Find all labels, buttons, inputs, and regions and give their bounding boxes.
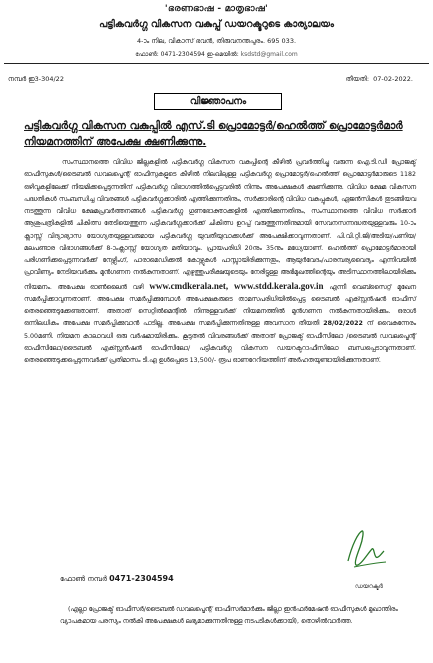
notification-body bbox=[24, 157, 416, 367]
signatory-title: ഡയറക്ടർ bbox=[355, 583, 383, 590]
header-divider bbox=[4, 63, 429, 64]
contact-number: 0471-2304594 bbox=[109, 574, 174, 583]
body-part-3: ന് വൈകുന്നേരം 5.00മണി. നിയമന കാലാവധി ഒരു വർഷമായിരിക്കും. കൂടുതൽ വിവരങ്ങൾക്ക് അതാത് പ്രോജക്ട് ഓഫീസിലോ /ട്രൈബൽ ഡവലപ്മെന്റ് ഓഫീസിലോ/ട്രൈബൽ എക്സ്റ്റൻഷൻ ഓഫീസിലോ/ പട്ടികവർഗ്ഗ വികസന ഡയറക്ടറാഫീസിലോ ബന്ധപ്പെടാവുന്നതാണ്. തെരഞ്ഞെടുക്കപ്പെടുന്നവർക്ക് പ്രതിമാസം ടി.എ ഉൾപ്പെടെ 13,500/- രൂപ ഓണറേറിയത്തിന് അർഹതയുണ്ടായിരിക്കുന്നതാണ്. bbox=[24, 320, 416, 364]
distribution-note: (എല്ലാ പ്രോജക്ട് ഓഫീസർ/ട്രൈബൽ ഡവലപ്മെന്റ് ഓഫീസർമാർക്കും ജില്ലാ ഇൻഫർമേഷൻ ഓഫീസുകൾ മുഖാന്തിരം വ്യാപകമായ പരസ്യം നൽകി അപേക്ഷകൾ ലഭ്യമാക്കുന്നതിനുള്ള നടപടികൾക്കായി), തൊഴിൽവാർത്ത. bbox=[60, 606, 398, 625]
motto: 'ഭരണഭാഷ - മാതൃഭാഷ' bbox=[164, 4, 269, 14]
department-name: പട്ടികവർഗ്ഗ വികസന വകുപ്പ് ഡയറക്ടറുടെ കാര്യാലയം bbox=[99, 19, 334, 30]
office-address: 4-ാം നില, വികാസ് ഭവൻ, തിരുവനന്തപുരം. 695 033. bbox=[136, 37, 297, 45]
date-value: 07-02-2022. bbox=[373, 75, 413, 83]
last-date: 28/02/2022 bbox=[323, 320, 363, 328]
contact-line bbox=[60, 574, 174, 584]
reference-number: നമ്പർ ഇ3-304/22 bbox=[8, 75, 64, 83]
website-link-stdd[interactable]: www.stdd.kerala.gov.in bbox=[233, 280, 324, 291]
notification-title: വിജ്ഞാപനം bbox=[154, 93, 282, 110]
contact-label: ഫോൺ നമ്പർ bbox=[60, 575, 107, 583]
website-link-cmdkerala[interactable]: www.cmdkerala.net, bbox=[149, 280, 229, 291]
date-label: തീയതി: bbox=[345, 75, 370, 83]
notification-subject: പട്ടികവർഗ്ഗ വികസന വകുപ്പിൽ എസ്.ടി പ്രൊമോട്ടർ/ഹെൽത്ത് പ്രൊമോട്ടർമാർ നിയമനത്തിന് അപേക്ഷ ക്ഷണിക്കുന്നു. bbox=[24, 120, 403, 148]
body-part-2: എന്നീ വെബ്സൈറ്റ് മുഖേന സമർപ്പിക്കാവുന്നതാണ്. അപേക്ഷ സമർപ്പിക്കുമ്പോൾ അപേക്ഷകരുടെ താമസപരിധിയിൽപ്പെട്ട ട്രൈബൽ എക്സ്റ്റൻഷൻ ഓഫീസ് തെരഞ്ഞെടുക്കേണ്ടതാണ്. അതാത് സെറ്റിൽമെന്റിൽ നിന്നുള്ളവർക്ക് നിയമനത്തിൽ മുൻഗണന നൽകുന്നതായിരിക്കും. ഒരാൾ ഒന്നിലധികം അപേക്ഷ സമർപ്പിക്കുവാൻ പാടില്ല. അപേക്ഷ സമർപ്പിക്കുന്നതിനുള്ള അവസാന തീയതി bbox=[24, 283, 416, 328]
office-phone: ഫോൺ: 0471-2304594 ഇ-മെയിൽ: bbox=[135, 51, 239, 58]
office-email[interactable]: ksdstd@gmail.com bbox=[240, 51, 298, 58]
body-part-1: സംസ്ഥാനത്തെ വിവിധ ജില്ലകളിൽ പട്ടികവർഗ്ഗ വികസന വകുപ്പിന്റെ കീഴിൽ പ്രവർത്തിച്ചു വരുന്ന ഐ.ടി.ഡി പ്രോജക്ട് ഓഫീസുകൾ/ട്രൈബൽ ഡവലപ്മെന്റ് ഓഫീസുകളുടെ കീഴിൽ നിലവിലുള്ള പട്ടികവർഗ്ഗ പ്രൊമോട്ടർ/ഹെൽത്ത് പ്രൊമോട്ടർമാരുടെ 1182 ഒഴിവുകളിലേക്ക് നിയമിക്കപ്പെടുന്നതിന് പട്ടികവർഗ്ഗ വിഭാഗത്തിൽപ്പെട്ടവരിൽ നിന്നും അപേക്ഷകൾ ക്ഷണിക്കുന്നു. വിവിധ ക്ഷേമ വികസന പദ്ധതികൾ സംബന്ധിച്ച വിവരങ്ങൾ പട്ടികവർഗ്ഗക്കാരിൽ എത്തിക്കുന്നതിനും, സർക്കാരിന്റെ വിവിധ വകുപ്പുകൾ, ഏജൻസികൾ തുടങ്ങിയവ നടത്തുന്ന വിവിധ ക്ഷേമപ്രവർത്തനങ്ങൾ പട്ടികവർഗ്ഗ ഗുണഭോക്താക്കളിൽ എത്തിക്കുന്നതിനും, സംസ്ഥാനത്തെ വിവിധ സർക്കാർ ആശുപത്രികളിൽ ചികിത്സ തേടിയെത്തുന്ന പട്ടികവർഗ്ഗക്കാർക്ക് ചികിത്സ ഉറപ്പ് വരുത്തുന്നതിനുമായി സേവനസന്നദ്ധതയുള്ളവരും 10-ാംക്ലാസ്സ് വിദ്യാഭ്യാസ യോഗ്യതയുള്ളവരുമായ പട്ടികവർഗ്ഗ യുവതീയുവാക്കൾക്ക് അപേക്ഷിക്കാവുന്നതാണ്. പി.വി.റ്റി.ജി/അടിയ/പണിയ/മലപണ്ടാര വിഭാഗങ്ങൾക്ക് 8-ാംക്ലാസ്സ് യോഗ്യത മതിയാവും. പ്രായപരിധി 20നും 35നും മധ്യേയാണ്. ഹെൽത്ത് പ്രൊമോട്ടർമാരായി പരിഗണിക്കപ്പെടുന്നവർക്ക് നേഴ്സിംഗ്, പാരാമെഡിക്കൽ കോഴ്സുകൾ പാസ്സായിരിക്കുന്നതും, ആയുർവേദം/പാരമ്പര്യവൈദ്യം എന്നിവയിൽ പ്രാവീണ്യം നേടിയവർക്കും മുൻഗണന നൽകുന്നതാണ്. എഴുത്തുപരീക്ഷയുടെയും നേരിട്ടുള്ള അഭിമുഖത്തിന്റെയും അടിസ്ഥാനത്തിലായിരിക്കും നിയമനം. അപേക്ഷ ഓൺലൈൻ വഴി bbox=[24, 159, 416, 291]
director-signature bbox=[330, 525, 390, 575]
date-block bbox=[345, 75, 413, 84]
office-contact bbox=[0, 51, 433, 59]
